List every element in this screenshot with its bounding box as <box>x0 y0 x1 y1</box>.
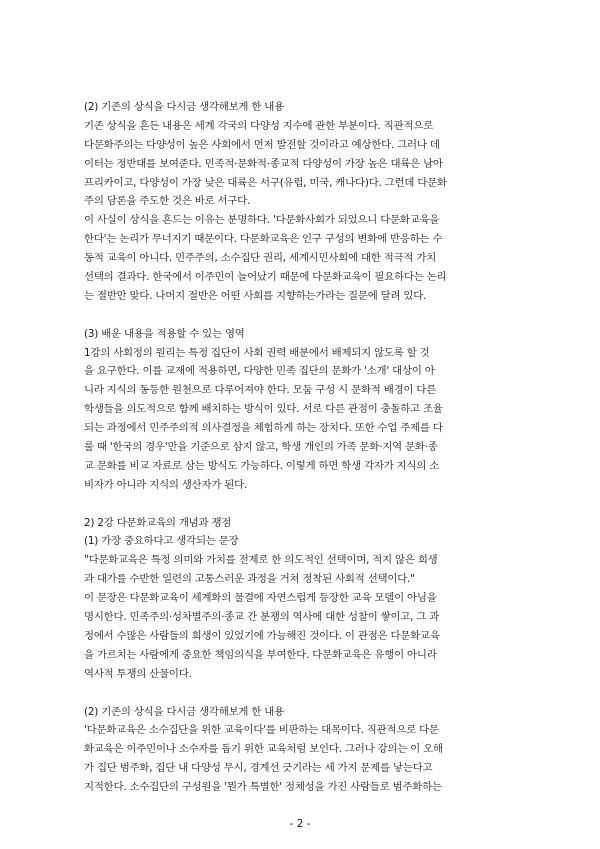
text-line: 이터는 정반대를 보여준다. 민족적·문화적·종교적 다양성이 가장 높은 대륙은 남아 <box>84 157 443 170</box>
text-line: 가 집단 범주화, 집단 내 다양성 무시, 경계선 긋기라는 세 가지 문제를 낳는다고 <box>84 762 433 775</box>
text-line: 니라 지식의 동등한 원천으로 다루어져야 한다. 모둠 구성 시 문화적 배경이 다른 <box>84 384 437 397</box>
text-line: 학생들을 의도적으로 함께 배치하는 방식이 있다. 서로 다른 관점이 충돌하고 조율 <box>84 403 443 416</box>
text-line: 동적 교육이 아니다. 민주주의, 소수집단 권리, 세계시민사회에 대한 적극적 가치 <box>84 252 437 265</box>
text-line: 프리카이고, 다양성이 가장 낮은 대륙은 서구(유럽, 미국, 캐나다)다. 그런데 다문화 <box>84 176 447 189</box>
text-line: 기존 상식을 흔든 내용은 세계 각국의 다양성 지수에 관한 부분이다. 직관적으로 <box>84 119 433 132</box>
text-line: 명시한다. 민족주의·성차별주의·종교 간 분쟁의 역사에 대한 성찰이 쌓이고, 그 과 <box>84 611 440 624</box>
text-line: 이 문장은 다문화교육이 세계화의 물결에 자연스럽게 등장한 교육 모델이 아님을 <box>84 592 437 605</box>
document-body <box>84 98 516 797</box>
text-line: 정에서 수많은 사람들의 희생이 있었기에 가능해진 것이다. 이 관점은 다문화교육 <box>84 629 440 642</box>
text-line: 룰 때 '한국의 경우'만을 기준으로 삼지 않고, 학생 개인의 가족 문화·지역 문화·종 <box>84 441 438 454</box>
page-number: - 2 - <box>289 818 311 830</box>
paragraph-gap <box>84 495 516 514</box>
paragraph-gap <box>84 684 516 703</box>
text-line: (2) 기존의 상식을 다시금 생각해보게 한 내용 <box>84 101 284 113</box>
text-line: 비자가 아니라 지식의 생산자가 된다. <box>84 478 248 491</box>
text-line: (2) 기존의 상식을 다시금 생각해보게 한 내용 <box>84 705 284 718</box>
text-line: (3) 배운 내용을 적용할 수 있는 영역 <box>84 327 245 340</box>
text-line: 한다'는 논리가 무너지기 때문이다. 다문화교육은 인구 구성의 변화에 반응하는 수 <box>84 233 443 246</box>
text-line: 지적한다. 소수집단의 구성원을 '뭔가 특별한' 정체성을 가진 사람들로 범주화하는 <box>84 781 442 794</box>
paragraph-gap <box>84 306 516 325</box>
text-line: 과 대가를 수반한 일련의 고통스러운 과정을 거쳐 정착된 사회적 선택이다." <box>84 573 415 586</box>
text-line: 되는 과정에서 민주주의적 의사결정을 체험하게 하는 장치다. 또한 수업 주제를 다 <box>84 422 443 435</box>
text-line: 을 요구한다. 이를 교재에 적용하면, 다양한 민족 집단의 문화가 '소개' 대상이 아 <box>84 365 435 378</box>
text-line: 교 문화를 비교 자료로 삼는 방식도 가능하다. 이렇게 하면 학생 각자가 지식의 소 <box>84 459 440 472</box>
text-line: 역사적 투쟁의 산물이다. <box>84 667 192 680</box>
text-line: 다문화주의는 다양성이 높은 사회에서 먼저 발전할 것이라고 예상한다. 그러나 데 <box>84 138 440 151</box>
text-line: "다문화교육은 특정 의미와 가치를 전제로 한 의도적인 선택이며, 적지 않은 희생 <box>84 554 438 567</box>
text-line: 2) 2강 다문화교육의 개념과 쟁점 <box>84 516 232 529</box>
text-line: (1) 가장 중요하다고 생각되는 문장 <box>84 535 239 548</box>
text-line: 화교육은 이주민이나 소수자를 돕기 위한 교육처럼 보인다. 그러나 강의는 이 오해 <box>84 743 443 756</box>
text-line: '다문화교육은 소수집단을 위한 교육이다'를 비판하는 대목이다. 직관적으로 다문 <box>84 724 439 737</box>
text-line: 는 절반만 맞다. 나머지 절반은 어떤 사회를 지향하는가라는 질문에 달려 있다. <box>84 289 427 302</box>
text-line: 주의 담론을 주도한 것은 바로 서구다. <box>84 195 251 208</box>
text-line: 선택의 결과다. 한국에서 이주민이 늘어났기 때문에 다문화교육이 필요하다는 논리 <box>84 271 447 284</box>
text-line: 1강의 사회정의 원리는 특정 집단이 사회 권력 배분에서 배제되지 않도록 할 것 <box>84 346 430 359</box>
text-line: 이 사실이 상식을 흔드는 이유는 분명하다. '다문화사회가 되었으니 다문화교육을 <box>84 214 440 227</box>
text-line: 을 가르치는 사람에게 중요한 책임의식을 부여한다. 다문화교육은 유행이 아니라 <box>84 648 437 661</box>
